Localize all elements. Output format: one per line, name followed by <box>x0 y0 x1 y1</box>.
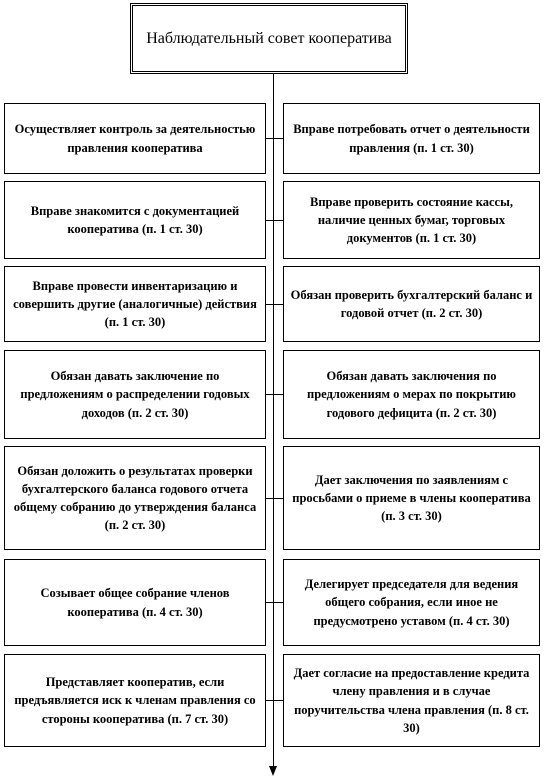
connector-right-7 <box>274 700 283 701</box>
right-box-2 <box>283 181 540 259</box>
left-box-7-text: Представляет кооператив, если предъявляется иск к членам правления со стороны кооператива (п. 7 ст. 30) <box>14 675 256 726</box>
connector-right-6 <box>274 602 283 603</box>
connector-left-1 <box>266 138 273 139</box>
connector-left-7 <box>266 700 273 701</box>
title-text: Наблюдательный совет кооператива <box>146 29 392 47</box>
left-box-2-text: Вправе знакомится с документацией кооператива (п. 1 ст. 30) <box>30 203 240 236</box>
connector-right-3 <box>274 304 283 305</box>
right-box-2-text: Вправе проверить состояние кассы, наличие ценных бумаг, торговых документов (п. 1 ст. 30) <box>309 194 513 246</box>
left-box-5 <box>4 446 266 550</box>
right-box-7-text: Дает согласие на предоставление кредита члену правления и в случае поручительства члена правления (п. 8 ст. 30) <box>293 666 530 735</box>
connector-left-2 <box>266 220 273 221</box>
right-box-3 <box>283 266 540 342</box>
connector-right-4 <box>274 394 283 395</box>
right-box-5-text: Дает заключения по заявлениям с просьбами о приеме в члены кооператива (п. 3 ст. 30) <box>292 472 531 524</box>
right-box-6-text: Делегирует председателя для ведения общего собрания, если иное не предусмотрено уставом (п. 4 ст. 30) <box>304 577 519 628</box>
left-box-6-text: Созывает общее собрание членов кооператива (п. 4 ст. 30) <box>40 586 230 619</box>
central-connector-line <box>273 74 274 767</box>
left-box-5-text: Обязан доложить о результатах проверки бухгалтерского баланса годового отчета общему собранию до утверждения баланса (п. 2 ст. 30) <box>13 463 257 533</box>
connector-left-5 <box>266 498 273 499</box>
left-box-2 <box>4 181 266 259</box>
right-box-4-text: Обязан давать заключения по предложениям о мерах по покрытию годового дефицита (п. 2 ст. 30) <box>307 369 516 420</box>
connector-right-5 <box>274 498 283 499</box>
left-box-4 <box>4 350 266 439</box>
supervisory-board-title <box>130 3 408 74</box>
right-box-3-text: Обязан проверить бухгалтерский баланс и годовой отчет (п. 2 ст. 30) <box>290 287 533 320</box>
left-box-3-text: Вправе провести инвентаризацию и совершить другие (аналогичные) действия (п. 1 ст. 30) <box>13 278 257 330</box>
connector-left-3 <box>266 304 273 305</box>
right-box-6 <box>283 559 540 646</box>
connector-left-6 <box>266 602 273 603</box>
right-box-7 <box>283 654 540 747</box>
connector-right-1 <box>274 138 283 139</box>
right-box-1 <box>283 103 540 174</box>
left-box-1 <box>4 103 266 174</box>
left-box-3 <box>4 266 266 342</box>
left-box-1-text: Осуществляет контроль за деятельностью правления кооператива <box>14 122 256 155</box>
connector-left-4 <box>266 394 273 395</box>
connector-right-2 <box>274 220 283 221</box>
left-box-4-text: Обязан давать заключение по предложениям о распределении годовых доходов (п. 2 ст. 30) <box>20 369 250 420</box>
down-arrow-icon <box>269 766 277 776</box>
right-box-5 <box>283 446 540 550</box>
left-box-6 <box>4 559 266 646</box>
left-box-7 <box>4 654 266 747</box>
right-box-1-text: Вправе потребовать отчет о деятельности правления (п. 1 ст. 30) <box>293 122 530 155</box>
right-box-4 <box>283 350 540 439</box>
